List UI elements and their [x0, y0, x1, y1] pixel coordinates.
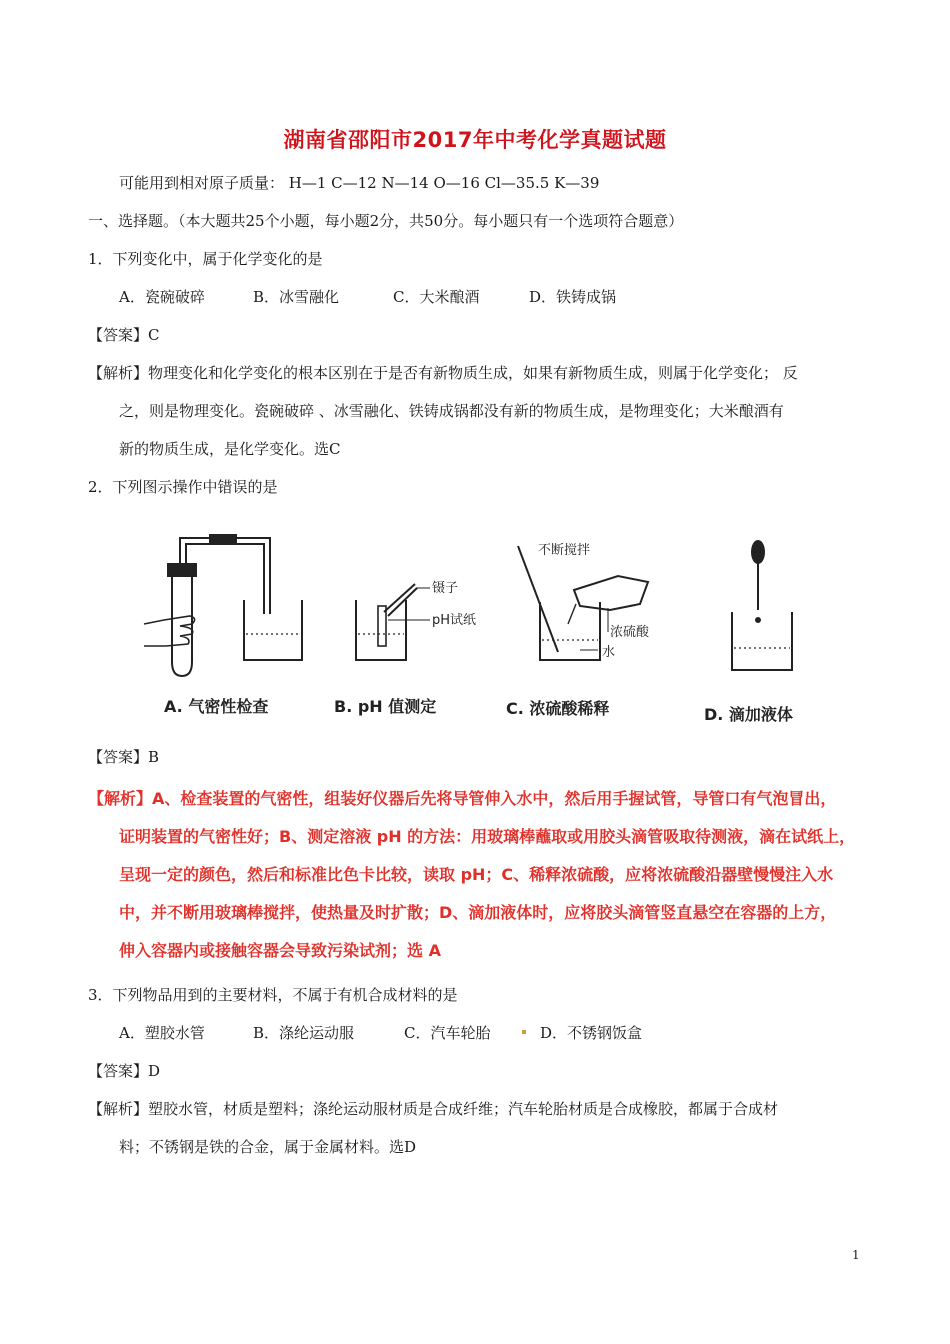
q2-analysis-line: 中，并不断用玻璃棒搅拌，使热量及时扩散；D、滴加液体时，应将胶头滴管竖直悬空在容器的上方，: [119, 903, 837, 922]
q3-stem: 3．下列物品用到的主要材料，不属于有机合成材料的是: [88, 986, 458, 1004]
q1-stem: 1．下列变化中，属于化学变化的是: [88, 250, 323, 268]
q1-option-b: B．冰雪融化: [253, 288, 340, 306]
q3-analysis-line: 【解析】塑胶水管，材质是塑料；涤纶运动服材质是合成纤维；汽车轮胎材质是合成橡胶，都属于合成材: [88, 1100, 779, 1118]
q3-option-b: B．涤纶运动服: [253, 1024, 355, 1042]
q3-option-c: C．汽车轮胎: [404, 1024, 491, 1042]
label-stirring: 不断搅拌: [538, 543, 591, 558]
label-tweezers: 镊子: [432, 581, 459, 596]
caption-b: B. pH 值测定: [334, 697, 437, 716]
figure-a-apparatus: [144, 535, 302, 676]
q1-analysis-line: 【解析】物理变化和化学变化的根本区别在于是否有新物质生成，如果有新物质生成，则属于化学变化； 反: [88, 364, 798, 382]
q2-stem: 2．下列图示操作中错误的是: [88, 478, 278, 496]
q2-analysis-line: 【解析】A、检查装置的气密性，组装好仪器后先将导管伸入水中，然后用手握试管，导管口有气泡冒出，: [88, 789, 837, 808]
lab-operations-figure: [140, 530, 830, 730]
section-header: 一、选择题。（本大题共25个小题，每小题2分，共50分。每小题只有一个选项符合题意）: [88, 212, 684, 230]
q1-answer: 【答案】C: [88, 326, 160, 344]
q3-option-a: A．塑胶水管: [119, 1024, 205, 1042]
figure-b-apparatus: [356, 584, 430, 660]
q3-option-d: D．不锈钢饭盒: [540, 1024, 643, 1042]
q1-option-a: A．瓷碗破碎: [119, 288, 205, 306]
page-number: 1: [852, 1248, 860, 1262]
q1-option-c: C．大米酿酒: [393, 288, 480, 306]
q2-analysis-line: 呈现一定的颜色，然后和标准比色卡比较，读取 pH；C、稀释浓硫酸，应将浓硫酸沿器壁慢慢注入水: [119, 865, 834, 884]
label-ph-paper: pH试纸: [432, 613, 477, 628]
q1-analysis-line: 之，则是物理变化。瓷碗破碎 、冰雪融化、铁铸成锅都没有新的物质生成，是物理变化；大米酿酒有: [119, 402, 784, 420]
caption-a: A. 气密性检查: [164, 697, 269, 716]
figure-d-apparatus: [732, 541, 792, 670]
q3-analysis-line: 料；不锈钢是铁的合金，属于金属材料。选D: [119, 1138, 417, 1156]
caption-d: D. 滴加液体: [704, 705, 793, 724]
page-title: 湖南省邵阳市2017年中考化学真题试题: [283, 128, 667, 152]
label-conc-sulfuric: 浓硫酸: [610, 625, 650, 640]
q3-answer: 【答案】D: [88, 1062, 161, 1080]
stray-dot: [522, 1030, 526, 1034]
caption-c: C. 浓硫酸稀释: [506, 699, 610, 718]
atomic-masses: 可能用到相对原子质量： H—1 C—12 N—14 O—16 Cl—35.5 K—39: [119, 174, 600, 192]
lab-figure-svg: [140, 530, 830, 730]
q2-analysis-line: 证明装置的气密性好；B、测定溶液 pH 的方法：用玻璃棒蘸取或用胶头滴管吸取待测液，滴在试纸上，: [119, 827, 856, 846]
q2-answer: 【答案】B: [88, 748, 160, 766]
figure-c-apparatus: [518, 546, 648, 660]
q1-analysis-line: 新的物质生成，是化学变化。选C: [119, 440, 341, 458]
q1-option-d: D．铁铸成锅: [529, 288, 617, 306]
q2-analysis-line: 伸入容器内或接触容器会导致污染试剂；选 A: [119, 941, 441, 960]
label-water: 水: [602, 645, 616, 660]
